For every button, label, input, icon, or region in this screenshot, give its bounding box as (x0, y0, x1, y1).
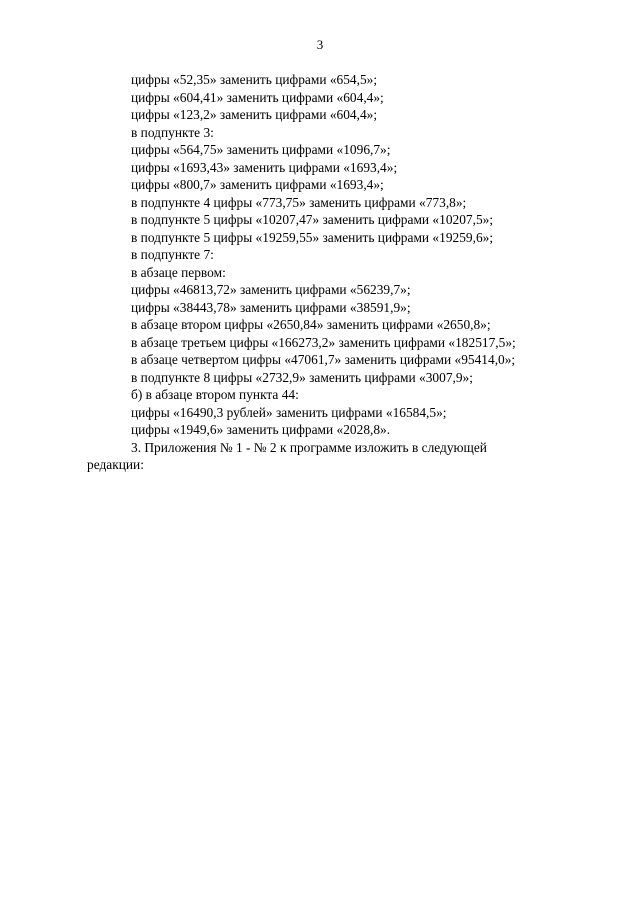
text-line: цифры «564,75» заменить цифрами «1096,7»; (131, 142, 391, 157)
text-line: в абзаце третьем цифры «166273,2» заменить цифрами «182517,5»; (131, 334, 516, 350)
text-line: цифры «46813,72» заменить цифрами «56239,7»; (131, 282, 411, 297)
text-line: в подпункте 5 цифры «19259,55» заменить цифрами «19259,6»; (131, 229, 494, 245)
text-line: в подпункте 7: (131, 247, 214, 262)
text-line: цифры «1693,43» заменить цифрами «1693,4»; (131, 159, 398, 175)
text-line: в абзаце втором цифры «2650,84» заменить цифрами «2650,8»; (131, 317, 491, 332)
page-number: 3 (316, 37, 324, 52)
text-line: цифры «800,7» заменить цифрами «1693,4»; (131, 177, 384, 192)
text-line: цифры «604,41» заменить цифрами «604,4»; (131, 89, 384, 105)
text-line: в подпункте 3: (131, 124, 214, 140)
text-line: редакции: (87, 457, 144, 472)
text-line: цифры «1949,6» заменить цифрами «2028,8». (131, 422, 391, 437)
text-line: в подпункте 8 цифры «2732,9» заменить цифрами «3007,9»; (131, 369, 473, 385)
text-line: б) в абзаце втором пункта 44: (131, 387, 299, 402)
text-line: цифры «16490,3 рублей» заменить цифрами «16584,5»; (131, 404, 447, 420)
text-line: в абзаце первом: (131, 264, 226, 280)
text-line: в подпункте 4 цифры «773,75» заменить цифрами «773,8»; (131, 194, 467, 210)
text-line: цифры «123,2» заменить цифрами «604,4»; (131, 107, 378, 122)
text-line: 3. Приложения № 1 - № 2 к программе изложить в следующей (131, 439, 487, 455)
text-line: цифры «52,35» заменить цифрами «654,5»; (131, 72, 378, 87)
text-line: цифры «38443,78» заменить цифрами «38591,9»; (131, 299, 411, 315)
document-body (87, 71, 567, 474)
text-line: в подпункте 5 цифры «10207,47» заменить цифрами «10207,5»; (131, 212, 494, 227)
text-line: в абзаце четвертом цифры «47061,7» заменить цифрами «95414,0»; (131, 352, 516, 367)
